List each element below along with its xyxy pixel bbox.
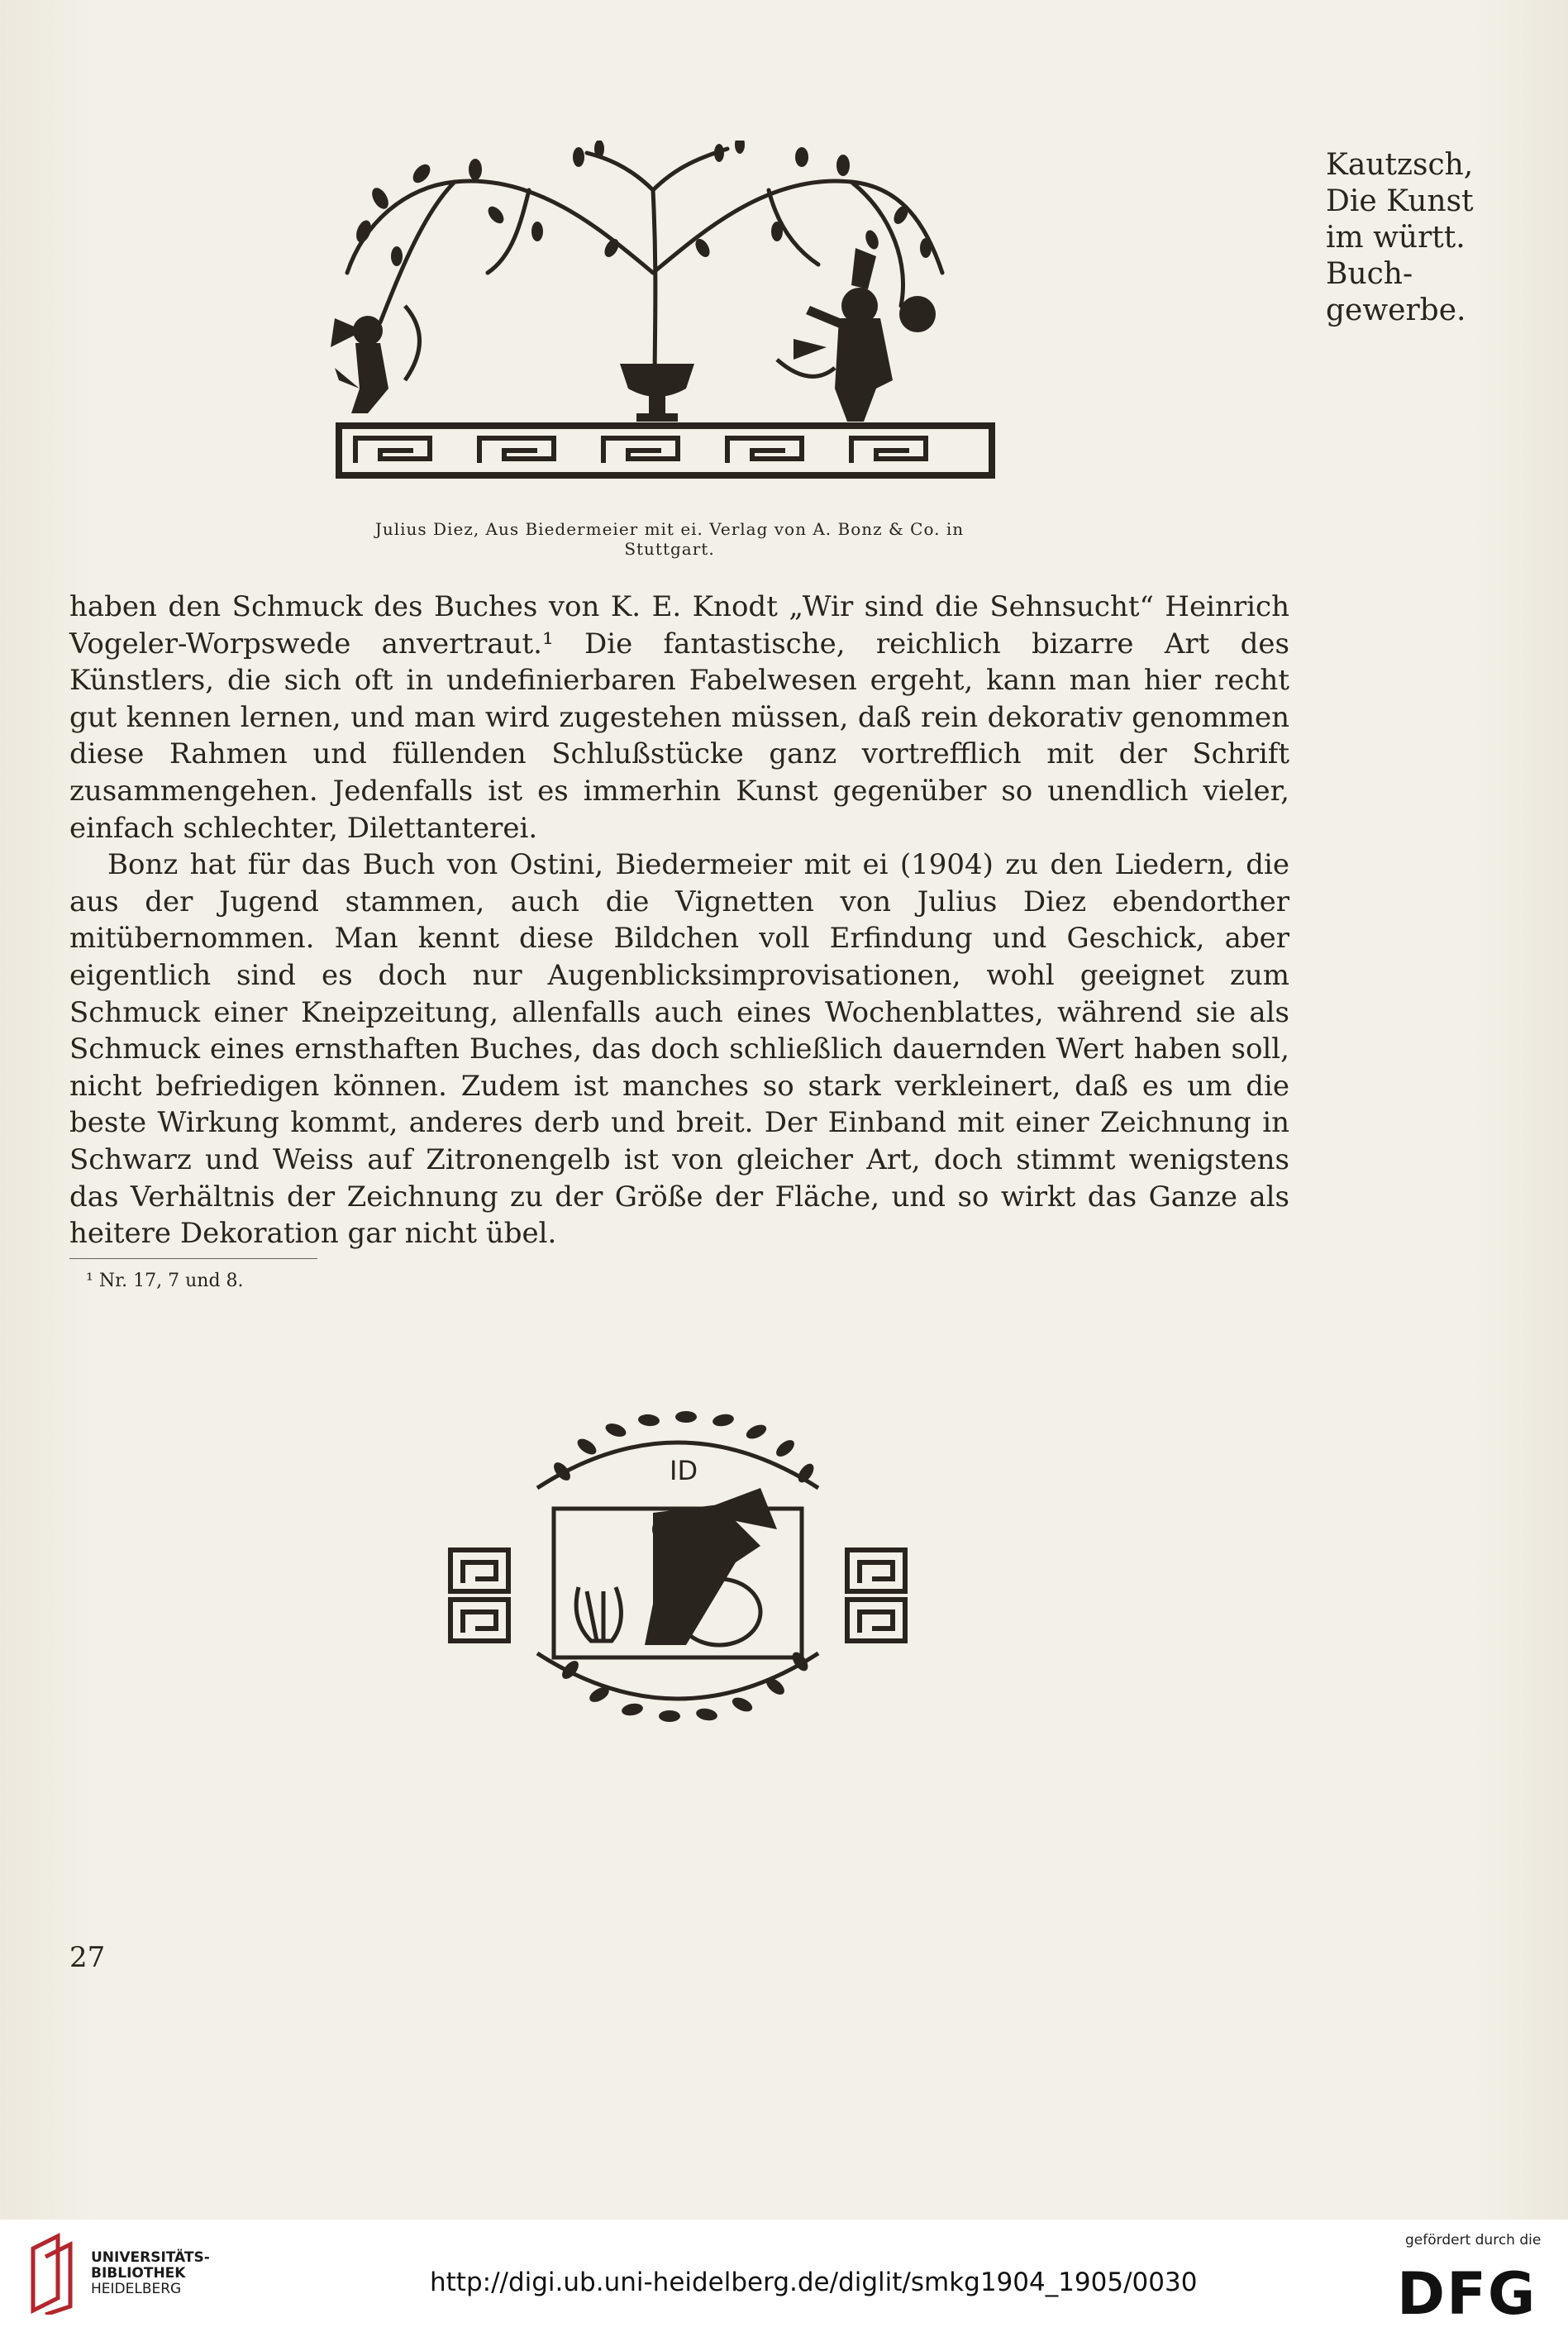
- margin-note-line: Die Kunst: [1326, 184, 1474, 218]
- library-logo-icon: [25, 2232, 83, 2315]
- paragraph: haben den Schmuck des Buches von K. E. Knodt „Wir sind die Sehnsucht“ Heinrich Vogeler-Worpswede anvertraut.¹ Die fantastische, reichlich bizarre Art des Künstlers, die sich oft in undefinierbaren Fabelwesen ergeht, kann man hier recht gut kennen lernen, und man wird zugestehen müssen, daß rein dekorativ genommen diese Rahmen und füllenden Schlußstücke ganz vortrefflich mit der Schrift zusammengehen. Jedenfalls ist es immerhin Kunst gegenüber so unendlich vieler, einfach schlechter, Dilettanterei.: [69, 590, 1289, 845]
- margin-note-line: Buch-: [1326, 257, 1413, 291]
- margin-note-line: Kautzsch,: [1326, 148, 1474, 182]
- dfg-logo: DFG: [1397, 2260, 1537, 2328]
- vignette-illustration-top: [331, 141, 1008, 513]
- margin-note-line: im württ.: [1326, 221, 1466, 255]
- page-number: 27: [69, 1941, 106, 1974]
- library-name-line: UNIVERSITÄTS-: [91, 2249, 210, 2266]
- footnote: ¹ Nr. 17, 7 und 8.: [86, 1271, 244, 1291]
- caption-line: Julius Diez, Aus Biedermeier mit ei. Verlag von A. Bonz & Co. in: [374, 519, 965, 539]
- margin-note: [1326, 147, 1541, 329]
- permalink-url[interactable]: http://digi.ub.uni-heidelberg.de/diglit/smkg1904_1905/0030: [430, 2268, 1198, 2297]
- figure-caption: [322, 519, 1017, 559]
- paragraph: Bonz hat für das Buch von Ostini, Biedermeier mit ei (1904) zu den Liedern, die aus der Jugend stammen, auch die Vignetten von Julius Diez ebendorther mitübernommen. Man kennt diese Bildchen voll Erfindung und Geschick, aber eigentlich sind es doch nur Augenblicksimprovisationen, wohl geeignet zum Schmuck einer Kneipzeitung, allenfalls auch eines Wochenblattes, während sie als Schmuck eines ernsthaften Buches, das doch schließlich dauernden Wert haben soll, nicht befriedigen können. Zudem ist manches so stark verkleinert, daß es um die beste Wirkung kommt, anderes derb und breit. Der Einband mit einer Zeichnung in Schwarz und Weiss auf Zitronengelb ist von gleicher Art, doch stimmt wenigstens das Verhältnis der Zeichnung zu der Größe der Fläche, und so wirkt das Ganze als heitere Dekoration gar nicht übel.: [69, 848, 1289, 1251]
- library-name-line: HEIDELBERG: [91, 2281, 182, 2297]
- margin-note-line: gewerbe.: [1326, 293, 1466, 327]
- library-name: [91, 2250, 210, 2297]
- footnote-rule: [69, 1258, 317, 1259]
- vignette-illustration-bottom: [446, 1397, 909, 1744]
- caption-line: Stuttgart.: [624, 539, 715, 559]
- library-name-line: BIBLIOTHEK: [91, 2265, 186, 2282]
- funding-note: gefördert durch die: [1405, 2232, 1542, 2249]
- vignette-monogram: ID: [670, 1455, 698, 1486]
- body-text: [69, 589, 1289, 1252]
